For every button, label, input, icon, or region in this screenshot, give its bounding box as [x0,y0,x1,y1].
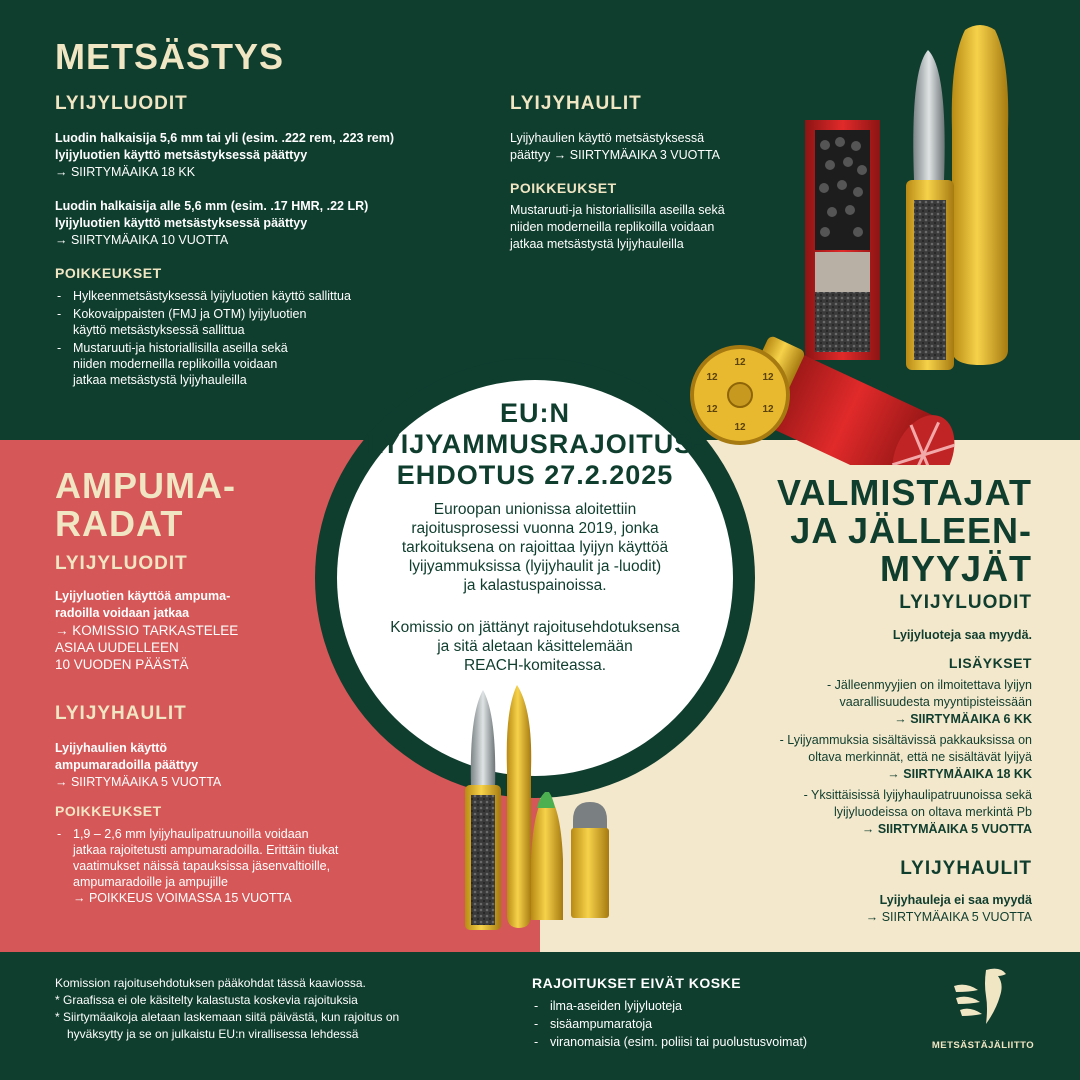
text-line: Luodin halkaisija 5,6 mm tai yli (esim. .222 rem, .223 rem) [55,131,395,145]
text-line: 1,9 – 2,6 mm lyijyhaulipatruunoilla voidaan [73,827,309,841]
text-line: ampumaradoilla päättyy [55,758,199,772]
text-line: lyijyluotien käyttö metsästyksessä päättyy [55,148,308,162]
text-line: REACH-komiteassa. [463,657,607,674]
footer-notes [55,975,505,1043]
text-line: oltava merkinnät, että ne sisältävät lyijyä [808,750,1032,764]
text-line: RADAT [55,502,184,544]
center-paragraph-2 [362,618,708,675]
headstamp-mark: 12 [762,404,774,415]
text-line: lyijyluotien käyttö metsästyksessä päättyy [55,216,308,230]
headstamp-mark: 12 [734,357,746,368]
headstamp-mark: 12 [762,372,774,383]
text-line: → SIIRTYMÄAIKA 10 VUOTTA [55,233,229,247]
text-line: LYIJYAMMUSRAJOITUS- [366,429,704,459]
text-line: * Graafissa ei ole käsitelty kalastusta koskevia rajoituksia [55,993,358,1007]
metsastys-haulit-poik-title: POIKKEUKSET [510,180,617,196]
ammunition-illustration-bottom [455,680,635,940]
list-item: - ilma-aseiden lyijyluoteja [532,998,892,1014]
text-line: → KOMISSIO TARKASTELEE [55,623,239,638]
text-line: 10 VUODEN PÄÄSTÄ [55,657,189,672]
text-line: → SIIRTYMÄAIKA 5 VUOTTA [865,910,1032,924]
text-line: VALMISTAJAT [777,472,1032,513]
text-line: Mustaruuti-ja historiallisilla aseilla sekä [73,341,288,355]
footer-exclusions-title: RAJOITUKSET EIVÄT KOSKE [532,975,742,991]
text-line: ja sitä aletaan käsittelemään [437,638,633,655]
text-line: Komissio on jättänyt rajoitusehdotuksensa [390,619,680,636]
text-line: ampumaradoille ja ampujille [73,875,228,889]
text-line: Komission rajoitusehdotuksen pääkohdat tässä kaaviossa. [55,976,366,990]
text-line: MYYJÄT [879,547,1032,589]
text-line: jatkaa rajoitetusti ampumaradoilla. Erittäin tiukat [73,843,339,857]
ammunition-illustration-top [690,20,1070,465]
metsastys-luodit-title: LYIJYLUODIT [55,93,188,114]
text-line: EU:N [500,398,570,428]
text-line: Mustaruuti-ja historiallisilla aseilla sekä [510,203,725,217]
rifle-cartridge-shape [507,685,532,928]
headstamp-mark: 12 [734,422,746,433]
rifle-cartridge-shape [952,25,1008,365]
text-line: rajoitusprosessi vuonna 2019, jonka [411,520,659,537]
text-line: JA JÄLLEEN- [790,509,1032,551]
text-line: vaatimukset näissä tapauksissa jäsenvaltioille, [73,859,331,873]
metsastys-luodit-p2 [55,198,475,249]
rimfire-cartridge-shape [571,828,609,918]
text-line: ASIAA UUDELLEEN [55,640,179,655]
valmistajat-luodit-title: LYIJYLUODIT [899,592,1032,613]
text-line: → POIKKEUS VOIMASSA 15 VUOTTA [73,891,292,905]
metsastys-haulit-title: LYIJYHAULIT [510,93,642,114]
text-line: niiden moderneilla replikoilla voidaan [510,220,715,234]
ampumaradat-title [55,467,236,543]
text-line: → SIIRTYMÄAIKA 18 KK [887,767,1032,781]
metsastys-luodit-poik-title: POIKKEUKSET [55,265,162,281]
valmistajat-lisaykset-list [702,677,1032,838]
text-line: Euroopan unionissa aloitettiin [433,501,637,518]
text-line: → SIIRTYMÄAIKA 6 KK [894,712,1032,726]
text-line: Luodin halkaisija alle 5,6 mm (esim. .17 HMR, .22 LR) [55,199,369,213]
text-line: - Jälleenmyyjien on ilmoitettava lyijyn [827,678,1032,692]
text-line: ja kalastuspainoissa. [463,577,607,594]
ampumaradat-haulit-p [55,740,315,791]
list-item: - viranomaisia (esim. poliisi tai puolustusvoimat) [532,1034,892,1050]
text-line: - Yksittäisissä lyijyhaulipatruunoissa sekä [803,788,1032,802]
list-item [55,826,425,906]
text-line: * Siirtymäaikoja aletaan laskemaan siitä päivästä, kun rajoitus on [55,1010,400,1024]
text-line: Lyijyhauleja ei saa myydä [879,893,1032,907]
green-tip-bullet-shape [531,795,563,920]
text-line: Hylkeenmetsästyksessä lyijyluotien käyttö sallittua [73,289,351,303]
text-line: käyttö metsästyksessä sallittua [73,323,245,337]
logo-wordmark: METSÄSTÄJÄLIITTO [931,1040,1035,1051]
text-line: jatkaa metsästystä lyijyhauleilla [73,373,247,387]
text-line: tarkoituksena on rajoittaa lyijyn käyttöä [401,539,669,556]
headstamp-mark: 12 [706,404,718,415]
text-line: päättyy → SIIRTYMÄAIKA 3 VUOTTA [510,148,721,162]
text-line: → SIIRTYMÄAIKA 18 KK [55,165,196,179]
list-item [55,340,415,388]
metsastajaliitto-logo-icon [948,962,1018,1032]
text-line: niiden moderneilla replikoilla voidaan [73,357,278,371]
text-line: lyijyluodeissa on oltava merkintä Pb [833,805,1032,819]
text-line: → SIIRTYMÄAIKA 5 VUOTTA [861,822,1032,836]
center-paragraph-1 [362,500,708,595]
ampumaradat-luodit-p [55,588,315,673]
valmistajat-haulit-p [866,892,1032,926]
ampumaradat-poik-list [55,826,425,908]
list-item [55,288,415,304]
text-line: → SIIRTYMÄAIKA 5 VUOTTA [55,775,222,789]
ampumaradat-luodit-title: LYIJYLUODIT [55,553,188,574]
text-line: radoilla voidaan jatkaa [55,606,190,620]
text-line: - Lyijyammuksia sisältävissä pakkauksissa on [779,733,1032,747]
valmistajat-lisaykset-title: LISÄYKSET [948,655,1032,671]
valmistajat-haulit-title: LYIJYHAULIT [900,858,1032,879]
text-line: AMPUMA- [55,465,236,506]
ampumaradat-poik-title: POIKKEUKSET [55,803,162,819]
metsastys-luodit-poik-list [55,288,415,390]
text-line: Kokovaippaisten (FMJ ja OTM) lyijyluotien [73,307,307,321]
text-line: Lyijyhaulien käyttö metsästyksessä [510,131,705,145]
text-line: jatkaa metsästystä lyijyhauleilla [510,237,684,251]
text-line: EHDOTUS 27.2.2025 [396,460,674,490]
text-line: lyijyammuksissa (lyijyhaulit ja -luodit) [408,558,662,575]
list-item: - sisäampumaratoja [532,1016,892,1032]
text-line: Lyijyluotien käyttöä ampuma- [55,589,231,603]
text-line: Lyijyhaulien käyttö [55,741,168,755]
headstamp-mark: 12 [706,372,718,383]
bullet-tip-shape [471,690,496,790]
text-line: vaarallisuudesta myyntipisteissään [839,695,1032,709]
footer-exclusions-list [532,998,892,1052]
valmistajat-title [777,474,1032,587]
center-title [337,398,733,491]
metsastys-title: METSÄSTYS [55,36,285,77]
bullet-tip-shape [913,50,944,180]
metsastys-luodit-p1 [55,130,475,181]
ampumaradat-haulit-title: LYIJYHAULIT [55,703,187,724]
text-line: hyväksytty ja se on julkaistu EU:n virallisessa lehdessä [67,1027,359,1041]
list-item [55,306,415,338]
valmistajat-luodit-p: Lyijyluoteja saa myydä. [892,628,1032,642]
